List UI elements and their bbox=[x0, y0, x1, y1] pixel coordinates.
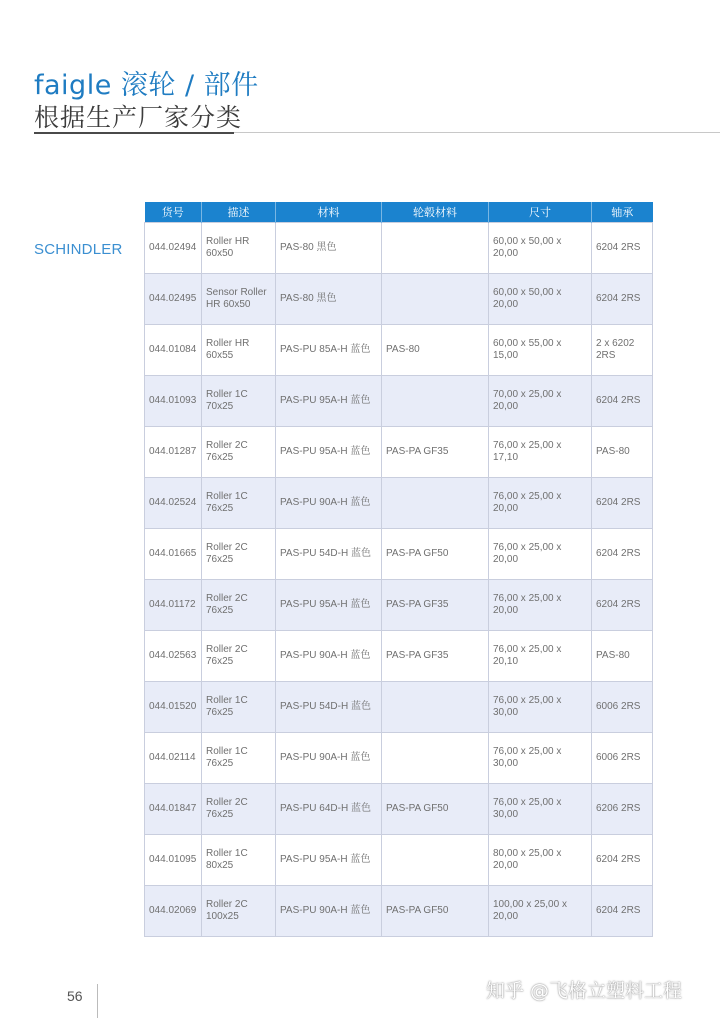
cell-material: PAS-PU 64D-H 蓝色 bbox=[276, 784, 382, 835]
cell-bearing: 6204 2RS bbox=[592, 835, 653, 886]
cell-hub-material: PAS-PA GF50 bbox=[382, 886, 489, 937]
table-row bbox=[145, 427, 653, 478]
cell-hub-material bbox=[382, 478, 489, 529]
cell-description: Roller HR 60x50 bbox=[202, 223, 276, 274]
table-row bbox=[145, 580, 653, 631]
table-row bbox=[145, 733, 653, 784]
cell-bearing: 6006 2RS bbox=[592, 682, 653, 733]
cell-bearing: 6204 2RS bbox=[592, 274, 653, 325]
cell-bearing: 6204 2RS bbox=[592, 478, 653, 529]
cell-material: PAS-PU 54D-H 蓝色 bbox=[276, 529, 382, 580]
table-body bbox=[145, 223, 653, 937]
cell-material: PAS-PU 90A-H 蓝色 bbox=[276, 733, 382, 784]
title-underline bbox=[34, 132, 234, 134]
cell-hub-material bbox=[382, 376, 489, 427]
cell-bearing: 2 x 6202 2RS bbox=[592, 325, 653, 376]
column-header-bearing: 轴承 bbox=[592, 202, 653, 223]
cell-size: 76,00 x 25,00 x 30,00 bbox=[489, 784, 592, 835]
cell-size: 60,00 x 55,00 x 15,00 bbox=[489, 325, 592, 376]
cell-part-no: 044.02524 bbox=[145, 478, 202, 529]
column-header-part-no: 货号 bbox=[145, 202, 202, 223]
cell-hub-material: PAS-PA GF50 bbox=[382, 784, 489, 835]
title-rule bbox=[234, 132, 720, 133]
cell-size: 76,00 x 25,00 x 20,00 bbox=[489, 580, 592, 631]
cell-hub-material: PAS-PA GF50 bbox=[382, 529, 489, 580]
cell-description: Roller HR 60x55 bbox=[202, 325, 276, 376]
cell-material: PAS-PU 90A-H 蓝色 bbox=[276, 886, 382, 937]
cell-material: PAS-PU 85A-H 蓝色 bbox=[276, 325, 382, 376]
table-row bbox=[145, 886, 653, 937]
cell-hub-material bbox=[382, 223, 489, 274]
cell-size: 60,00 x 50,00 x 20,00 bbox=[489, 274, 592, 325]
table-row bbox=[145, 478, 653, 529]
cell-bearing: 6206 2RS bbox=[592, 784, 653, 835]
cell-part-no: 044.02495 bbox=[145, 274, 202, 325]
cell-part-no: 044.01172 bbox=[145, 580, 202, 631]
roller-parts-table bbox=[144, 202, 653, 937]
cell-material: PAS-80 黑色 bbox=[276, 274, 382, 325]
cell-part-no: 044.01665 bbox=[145, 529, 202, 580]
cell-hub-material: PAS-PA GF35 bbox=[382, 427, 489, 478]
table-row bbox=[145, 325, 653, 376]
cell-bearing: 6006 2RS bbox=[592, 733, 653, 784]
cell-size: 76,00 x 25,00 x 20,10 bbox=[489, 631, 592, 682]
cell-part-no: 044.01093 bbox=[145, 376, 202, 427]
cell-bearing: 6204 2RS bbox=[592, 529, 653, 580]
table-row bbox=[145, 274, 653, 325]
table-row bbox=[145, 376, 653, 427]
cell-description: Roller 2C 76x25 bbox=[202, 784, 276, 835]
table-row bbox=[145, 223, 653, 274]
cell-material: PAS-PU 90A-H 蓝色 bbox=[276, 631, 382, 682]
cell-description: Roller 2C 76x25 bbox=[202, 529, 276, 580]
cell-size: 76,00 x 25,00 x 17,10 bbox=[489, 427, 592, 478]
cell-material: PAS-PU 95A-H 蓝色 bbox=[276, 376, 382, 427]
cell-hub-material: PAS-80 bbox=[382, 325, 489, 376]
table-row bbox=[145, 682, 653, 733]
cell-size: 76,00 x 25,00 x 30,00 bbox=[489, 682, 592, 733]
cell-part-no: 044.01287 bbox=[145, 427, 202, 478]
cell-description: Sensor Roller HR 60x50 bbox=[202, 274, 276, 325]
cell-part-no: 044.02494 bbox=[145, 223, 202, 274]
cell-part-no: 044.02563 bbox=[145, 631, 202, 682]
cell-hub-material bbox=[382, 274, 489, 325]
table-row bbox=[145, 529, 653, 580]
footer-divider bbox=[97, 984, 98, 1018]
cell-bearing: PAS-80 bbox=[592, 427, 653, 478]
table-row bbox=[145, 835, 653, 886]
page-number: 56 bbox=[67, 988, 83, 1004]
cell-hub-material bbox=[382, 682, 489, 733]
cell-size: 70,00 x 25,00 x 20,00 bbox=[489, 376, 592, 427]
cell-bearing: 6204 2RS bbox=[592, 376, 653, 427]
cell-material: PAS-PU 90A-H 蓝色 bbox=[276, 478, 382, 529]
page-subtitle: 根据生产厂家分类 bbox=[34, 103, 243, 132]
cell-bearing: 6204 2RS bbox=[592, 886, 653, 937]
cell-description: Roller 1C 70x25 bbox=[202, 376, 276, 427]
manufacturer-label: SCHINDLER bbox=[34, 241, 123, 258]
cell-material: PAS-PU 95A-H 蓝色 bbox=[276, 580, 382, 631]
column-header-hub-material: 轮毂材料 bbox=[382, 202, 489, 223]
cell-description: Roller 1C 76x25 bbox=[202, 733, 276, 784]
cell-part-no: 044.01084 bbox=[145, 325, 202, 376]
cell-part-no: 044.01095 bbox=[145, 835, 202, 886]
page-title: faigle 滚轮 / 部件 bbox=[34, 70, 259, 101]
cell-size: 80,00 x 25,00 x 20,00 bbox=[489, 835, 592, 886]
cell-material: PAS-PU 54D-H 蓝色 bbox=[276, 682, 382, 733]
cell-description: Roller 1C 76x25 bbox=[202, 478, 276, 529]
table-header-row bbox=[145, 202, 653, 223]
column-header-size: 尺寸 bbox=[489, 202, 592, 223]
cell-size: 76,00 x 25,00 x 20,00 bbox=[489, 529, 592, 580]
cell-hub-material bbox=[382, 733, 489, 784]
cell-material: PAS-80 黑色 bbox=[276, 223, 382, 274]
cell-material: PAS-PU 95A-H 蓝色 bbox=[276, 835, 382, 886]
cell-hub-material bbox=[382, 835, 489, 886]
cell-description: Roller 2C 76x25 bbox=[202, 580, 276, 631]
table-row bbox=[145, 784, 653, 835]
cell-size: 60,00 x 50,00 x 20,00 bbox=[489, 223, 592, 274]
cell-bearing: PAS-80 bbox=[592, 631, 653, 682]
cell-size: 76,00 x 25,00 x 30,00 bbox=[489, 733, 592, 784]
table-row bbox=[145, 631, 653, 682]
cell-description: Roller 1C 80x25 bbox=[202, 835, 276, 886]
cell-size: 76,00 x 25,00 x 20,00 bbox=[489, 478, 592, 529]
cell-size: 100,00 x 25,00 x 20,00 bbox=[489, 886, 592, 937]
cell-part-no: 044.01847 bbox=[145, 784, 202, 835]
cell-bearing: 6204 2RS bbox=[592, 580, 653, 631]
cell-bearing: 6204 2RS bbox=[592, 223, 653, 274]
cell-description: Roller 2C 100x25 bbox=[202, 886, 276, 937]
cell-part-no: 044.02114 bbox=[145, 733, 202, 784]
cell-part-no: 044.02069 bbox=[145, 886, 202, 937]
cell-part-no: 044.01520 bbox=[145, 682, 202, 733]
cell-hub-material: PAS-PA GF35 bbox=[382, 631, 489, 682]
cell-material: PAS-PU 95A-H 蓝色 bbox=[276, 427, 382, 478]
cell-description: Roller 2C 76x25 bbox=[202, 427, 276, 478]
watermark-text: 知乎 @飞格立塑料工程 bbox=[486, 980, 683, 1002]
column-header-description: 描述 bbox=[202, 202, 276, 223]
column-header-material: 材料 bbox=[276, 202, 382, 223]
cell-description: Roller 2C 76x25 bbox=[202, 631, 276, 682]
cell-description: Roller 1C 76x25 bbox=[202, 682, 276, 733]
cell-hub-material: PAS-PA GF35 bbox=[382, 580, 489, 631]
